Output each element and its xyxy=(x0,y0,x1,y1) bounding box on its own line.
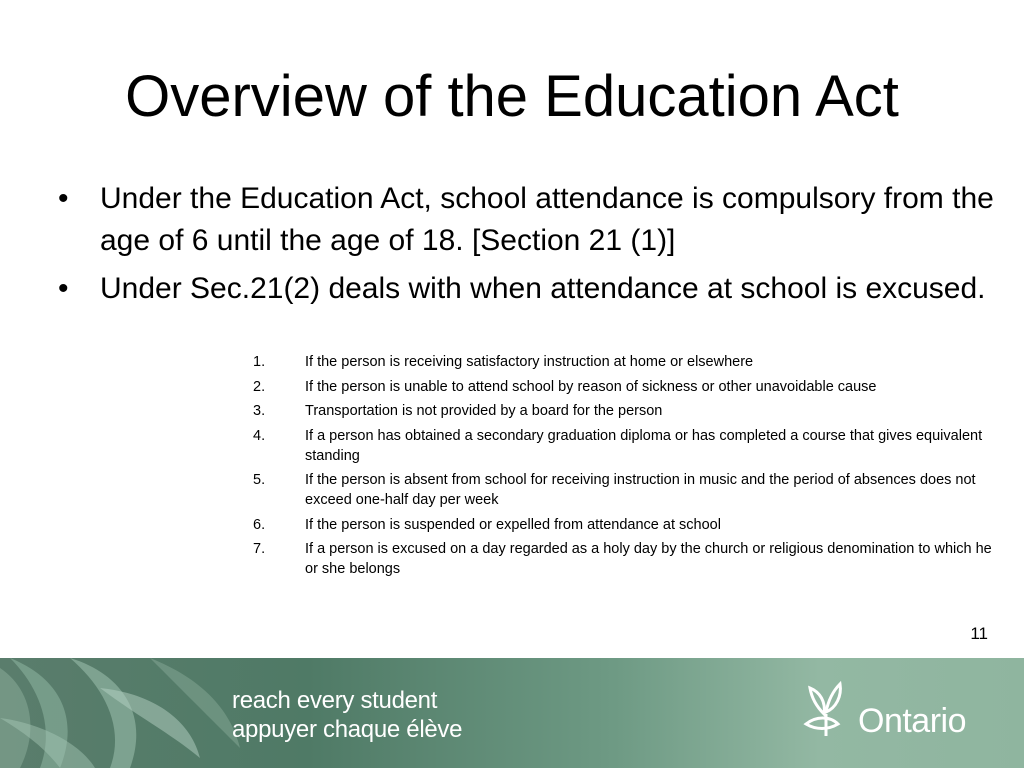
item-text: If a person has obtained a secondary graduation diploma or has completed a course that gives equivalent standing xyxy=(305,427,983,464)
excusal-item xyxy=(253,539,993,579)
bullet-item xyxy=(58,268,1008,310)
item-number: 7. xyxy=(253,541,266,557)
excusal-item xyxy=(253,515,993,535)
excusal-item xyxy=(253,377,993,397)
bullet-marker: • xyxy=(58,182,69,215)
excusal-list xyxy=(253,352,993,584)
item-number: 1. xyxy=(253,354,266,370)
excusal-item xyxy=(253,426,993,466)
excusal-item xyxy=(253,470,993,510)
item-number: 5. xyxy=(253,472,266,488)
page-number: 11 xyxy=(970,624,988,643)
item-number: 2. xyxy=(253,378,266,395)
ontario-wordmark: Ontario xyxy=(858,702,966,740)
item-number: 3. xyxy=(253,403,266,419)
item-number: 4. xyxy=(253,427,266,444)
tagline-english: reach every student xyxy=(232,687,438,714)
bullet-text: Under the Education Act, school attendance is compulsory from the age of 6 until the age of 18. [Section 21 (1)] xyxy=(100,182,994,257)
item-text: If a person is excused on a day regarded as a holy day by the church or religious denomination to which he or she belongs xyxy=(305,541,992,577)
item-text: Transportation is not provided by a board for the person xyxy=(305,403,663,419)
tagline-french: appuyer chaque élève xyxy=(232,716,463,743)
bullet-marker: • xyxy=(58,272,69,305)
bullet-item xyxy=(58,178,1008,262)
ontario-logo xyxy=(800,680,980,750)
bullet-list xyxy=(58,178,1008,316)
excusal-item xyxy=(253,352,993,372)
item-text: If the person is unable to attend school by reason of sickness or other unavoidable cause xyxy=(305,378,877,395)
excusal-item xyxy=(253,401,993,421)
slide-title: Overview of the Education Act xyxy=(125,64,899,129)
footer-tagline xyxy=(232,686,462,744)
item-number: 6. xyxy=(253,516,266,533)
bullet-text: Under Sec.21(2) deals with when attendance at school is excused. xyxy=(100,272,986,305)
footer-band xyxy=(0,658,1024,768)
item-text: If the person is receiving satisfactory instruction at home or elsewhere xyxy=(305,354,754,370)
item-text: If the person is absent from school for receiving instruction in music and the period of absences does not exceed one-half day per week xyxy=(305,472,976,508)
item-text: If the person is suspended or expelled from attendance at school xyxy=(305,516,721,533)
trillium-icon xyxy=(800,680,862,740)
